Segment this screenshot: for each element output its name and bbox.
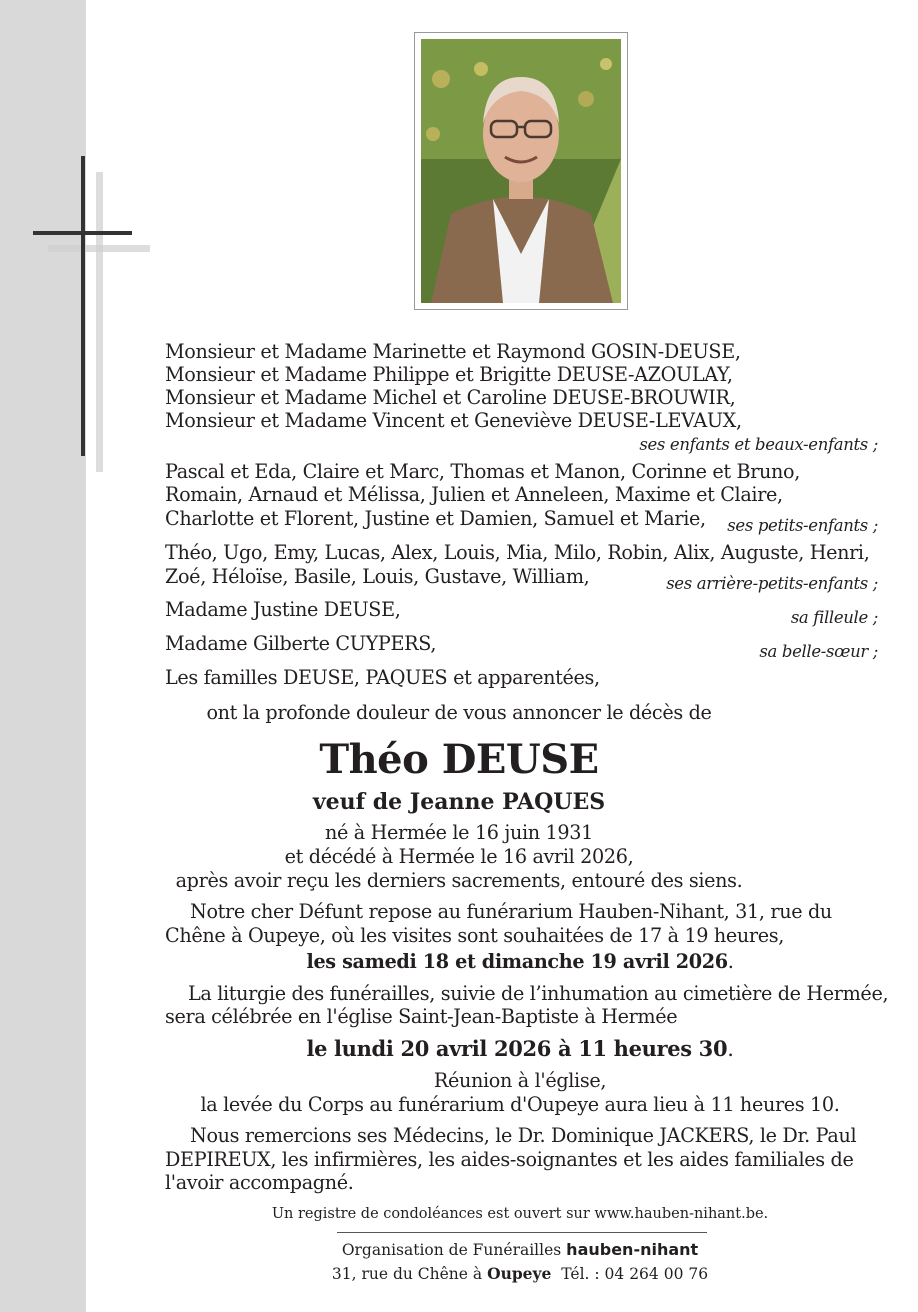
announcement: ont la profonde douleur de vous annoncer le décès de xyxy=(206,701,712,724)
visit-dates-dot: . xyxy=(727,950,734,973)
register-note: Un registre de condoléances est ouvert sur www.hauben-nihant.be. xyxy=(271,1206,769,1222)
family-line: Charlotte et Florent, Justine et Damien, Samuel et Marie, xyxy=(165,507,706,530)
liturgy-date xyxy=(165,1037,875,1061)
liturgy-date-dot: . xyxy=(727,1037,734,1061)
family-line: Les familles DEUSE, PAQUES et apparentées, xyxy=(165,666,600,689)
family-line: Monsieur et Madame Marinette et Raymond GOSIN-DEUSE, xyxy=(165,340,741,363)
birth-info: né à Hermée le 16 juin 1931 xyxy=(324,821,593,844)
meeting-line: la levée du Corps au funérarium d'Oupeye aura lieu à 11 heures 10. xyxy=(200,1093,840,1116)
footer-org-text: Organisation de Funérailles xyxy=(341,1241,562,1259)
thanks-line: l'avoir accompagné. xyxy=(165,1171,354,1194)
footer-address-text: 31, rue du Chêne à xyxy=(331,1265,483,1283)
footer-phone: Tél. : 04 264 00 76 xyxy=(561,1265,709,1283)
relation-label: ses arrière-petits-enfants ; xyxy=(666,574,878,593)
family-line: Monsieur et Madame Michel et Caroline DEUSE-BROUWIR, xyxy=(165,386,736,409)
family-line: Zoé, Héloïse, Basile, Louis, Gustave, William, xyxy=(165,565,590,588)
relation-label: ses petits-enfants ; xyxy=(727,516,878,535)
liturgy-line: sera célébrée en l'église Saint-Jean-Baptiste à Hermée xyxy=(165,1005,678,1028)
family-line: Madame Justine DEUSE, xyxy=(165,598,401,621)
family-line: Monsieur et Madame Philippe et Brigitte DEUSE-AZOULAY, xyxy=(165,363,733,386)
deceased-name: Théo DEUSE xyxy=(319,736,599,783)
visit-dates xyxy=(165,950,875,973)
thanks-line: DEPIREUX, les infirmières, les aides-soignantes et les aides familiales de xyxy=(165,1148,854,1171)
liturgy-date-text: le lundi 20 avril 2026 à 11 heures 30 xyxy=(306,1036,728,1061)
death-info: et décédé à Hermée le 16 avril 2026, xyxy=(284,845,634,868)
family-line: Romain, Arnaud et Mélissa, Julien et Anneleen, Maxime et Claire, xyxy=(165,483,783,506)
portrait-photo xyxy=(414,32,628,310)
relation-label: sa filleule ; xyxy=(790,608,878,627)
family-line: Monsieur et Madame Vincent et Geneviève DEUSE-LEVAUX, xyxy=(165,409,742,432)
family-line: Théo, Ugo, Emy, Lucas, Alex, Louis, Mia, Milo, Robin, Alix, Auguste, Henri, xyxy=(165,541,870,564)
family-line: Madame Gilberte CUYPERS, xyxy=(165,632,437,655)
visit-line: Notre cher Défunt repose au funérarium Hauben-Nihant, 31, rue du xyxy=(190,900,832,923)
thanks-line: Nous remercions ses Médecins, le Dr. Dominique JACKERS, le Dr. Paul xyxy=(190,1124,857,1147)
liturgy-line: La liturgie des funérailles, suivie de l’inhumation au cimetière de Hermée, xyxy=(188,982,889,1005)
footer-divider xyxy=(337,1232,707,1233)
visit-dates-text: les samedi 18 et dimanche 19 avril 2026 xyxy=(306,950,728,973)
meeting-line: Réunion à l'église, xyxy=(433,1069,607,1092)
family-line: Pascal et Eda, Claire et Marc, Thomas et Manon, Corinne et Bruno, xyxy=(165,460,801,483)
brand-logo: hauben-nihant xyxy=(566,1240,699,1259)
footer-address xyxy=(165,1264,875,1284)
footer-town: Oupeye xyxy=(487,1264,552,1283)
relation-label: sa belle-sœur ; xyxy=(759,642,878,661)
visit-line: Chêne à Oupeye, où les visites sont souhaitées de 17 à 19 heures, xyxy=(165,924,785,947)
cross-icon xyxy=(30,150,155,480)
relation-label: ses enfants et beaux-enfants ; xyxy=(639,435,878,454)
sacraments-info: après avoir reçu les derniers sacrements, entouré des siens. xyxy=(175,869,743,892)
widow-of: veuf de Jeanne PAQUES xyxy=(312,789,606,815)
footer-org xyxy=(165,1240,875,1260)
